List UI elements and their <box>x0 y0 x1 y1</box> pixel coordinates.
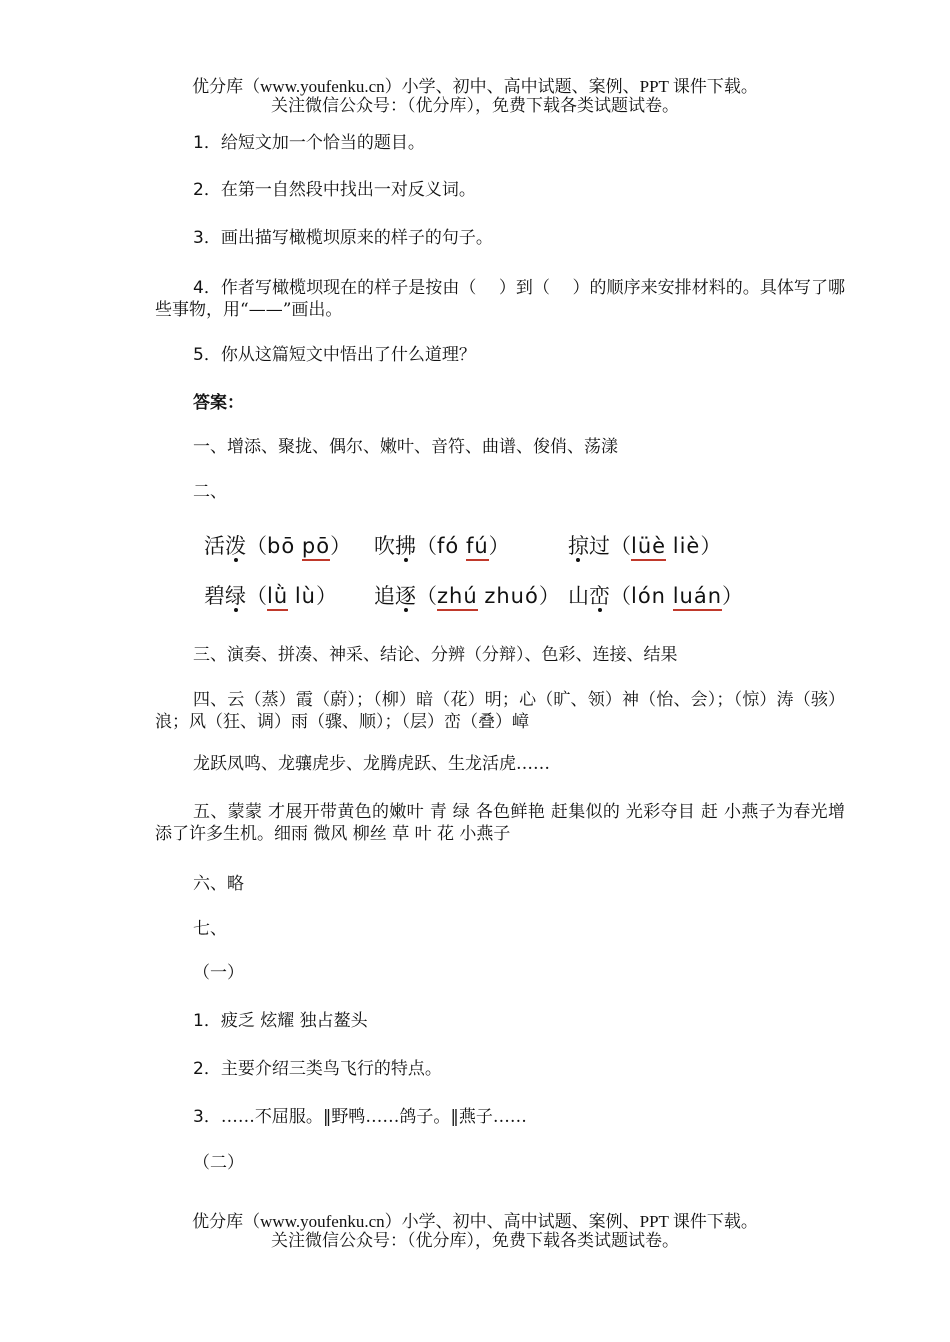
section-1-item-1: 1．疲乏 炫耀 独占鳌头 <box>193 1011 368 1031</box>
emphasis-dot <box>404 608 408 612</box>
page-header <box>0 77 950 115</box>
footer-line-2: 关注微信公众号：（优分库），免费下载各类试题试卷。 <box>271 1231 679 1250</box>
question-4: 4．作者写橄榄坝现在的样子是按由（ ）到（ ）的顺序来安排材料的。具体写了哪些事物，用“——”画出。 <box>155 278 845 320</box>
pinyin-item: 吹拂 （fó fú） <box>374 526 510 566</box>
answer-2-label: 二、 <box>193 482 227 502</box>
question-3: 3．画出描写橄榄坝原来的样子的句子。 <box>193 228 493 248</box>
answer-4-idioms: 龙跃凤鸣、龙骧虎步、龙腾虎跃、生龙活虎…… <box>193 754 550 774</box>
pinyin-item: 碧绿 （lǜ lù） <box>204 576 337 616</box>
section-2-label: （二） <box>193 1153 244 1173</box>
emphasis-dot <box>598 608 602 612</box>
pinyin-item: 掠过 （lüè liè） <box>568 526 721 566</box>
header-line-1: 优分库（www.youfenku.cn）小学、初中、高中试题、案例、PPT 课件下载。 <box>192 77 758 96</box>
question-2: 2．在第一自然段中找出一对反义词。 <box>193 180 476 200</box>
pinyin-item: 山峦 （lón luán） <box>568 576 743 616</box>
answer-1: 一、增添、聚拢、偶尔、嫩叶、音符、曲谱、俊俏、荡漾 <box>193 437 618 457</box>
pinyin-item: 活泼 （bō pō） <box>204 526 351 566</box>
emphasis-dot <box>576 558 580 562</box>
question-1: 1．给短文加一个恰当的题目。 <box>193 133 425 153</box>
answer-7-label: 七、 <box>193 919 227 939</box>
pinyin-item: 追逐 （zhú zhuó） <box>374 576 560 616</box>
emphasis-dot <box>404 558 408 562</box>
answer-6: 六、略 <box>193 874 244 894</box>
emphasis-dot <box>234 558 238 562</box>
question-5: 5．你从这篇短文中悟出了什么道理？ <box>193 345 476 365</box>
answer-3: 三、演奏、拼凑、神采、结论、分辨（分辩）、色彩、连接、结果 <box>193 645 678 665</box>
answer-4: 四、云（蒸）霞（蔚）；（柳）暗（花）明；心（旷、领）神（怡、会）；（惊）涛（骇）浪；风（狂、调）雨（骤、顺）；（层）峦（叠）嶂 <box>155 690 845 732</box>
page-footer <box>0 1212 950 1250</box>
footer-line-1: 优分库（www.youfenku.cn）小学、初中、高中试题、案例、PPT 课件下载。 <box>192 1212 758 1231</box>
answer-5: 五、蒙蒙 才展开带黄色的嫩叶 青 绿 各色鲜艳 赶集似的 光彩夺目 赶 小燕子为春光增添了许多生机。细雨 微风 柳丝 草 叶 花 小燕子 <box>155 802 845 844</box>
section-1-item-3: 3．……不屈服。‖野鸭……鸽子。‖燕子…… <box>193 1107 527 1127</box>
section-1-item-2: 2．主要介绍三类鸟飞行的特点。 <box>193 1059 442 1079</box>
answers-title: 答案： <box>193 393 244 413</box>
emphasis-dot <box>234 608 238 612</box>
section-1-label: （一） <box>193 963 244 983</box>
pinyin-figure <box>200 522 760 622</box>
header-line-2: 关注微信公众号：（优分库），免费下载各类试题试卷。 <box>271 96 679 115</box>
